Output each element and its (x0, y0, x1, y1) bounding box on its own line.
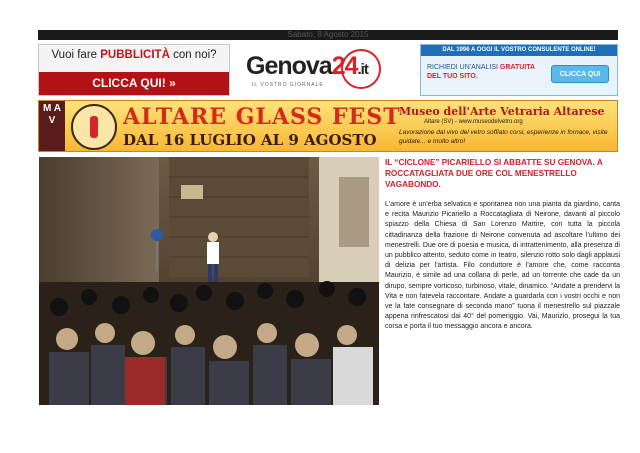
museum-name: Museo dell'Arte Vetraria Altarese (399, 105, 605, 118)
advertising-banner[interactable] (38, 44, 230, 96)
fest-title: ALTARE GLASS FEST (123, 104, 401, 130)
museum-seal-icon (71, 104, 117, 150)
article-photo (39, 157, 379, 405)
seo-banner-button[interactable]: CLICCA QUI (551, 65, 609, 83)
advertising-headline: Vuoi fare PUBBLICITÀ con noi? (51, 49, 217, 61)
museum-location: Altare (SV) - www.museodelvetro.org (424, 119, 523, 125)
altare-glass-fest-banner[interactable] (38, 100, 618, 152)
museum-tagline: Lavorazione dal vivo del vetro soffiato corsi, esperienze in fornace, visite guidate... e molto altro! (399, 129, 608, 145)
article-title: IL “CICLONE” PICARIELLO SI ABBATTE SU GENOVA. A ROCCATAGLIATA DUE ORE COL MENESTRELLO VAGABONDO. (385, 158, 603, 189)
seo-advertising-banner[interactable] (420, 44, 618, 96)
mav-logo: M A V (39, 101, 65, 152)
fest-dates: DAL 16 LUGLIO AL 9 AGOSTO (123, 131, 377, 149)
article-body: L'amore è un'erba selvatica e spontanea non una pianta da giardino, canta e recita Maurizio Picariello a Roccatagliata di Neirone, davanti al piccolo spiazzo della Chiesa di San Lorenzo Martire, con tutta la piccola cittadinanza della frazione di Neirone convenuta ad ascoltare l'ultimo dei menestrelli. Due ore di poesia e musica, di intrattenimento, alla presenza di un pubblico attento, seduto come in teatro, silenzio rotto solo dagli applausi di delizia per l'artista. Filo conduttore è l'amore che, come racconta Maurizio, è simile ad una collana di perle, ad un torrente che cade da un dirupo, sempre vorticoso, turbinoso, vitale, dinamico. “Andate a prendervi la Vita e non fatevela raccontare. Andate a guardarla con i vostri occhi e non ve la fate consegnare di seconda mano” tuona il menestrello sul piazzale appena rinfrescatosi dai 40° del pomeriggio. Vai, Maurizio, prosegui la tua corsa e porta il tuo messaggio ancora e ancora. (385, 201, 620, 331)
advertising-cta-button[interactable]: CLICCA QUI! » (39, 72, 229, 95)
seo-banner-text: RICHIEDI UN'ANALISI GRATUITA DEL TUO SITO. (427, 64, 535, 80)
concert-photo-illustration (39, 157, 379, 405)
seo-banner-header: DAL 1996 A OGGI IL VOSTRO CONSULENTE ONLINE! (421, 45, 617, 56)
logo-tagline: IL VOSTRO GIORNALE (252, 82, 324, 88)
site-logo[interactable] (240, 44, 412, 96)
logo-wordmark: Genova24.it (246, 52, 368, 80)
date-bar: Sabato, 8 Agosto 2015 (38, 30, 618, 40)
